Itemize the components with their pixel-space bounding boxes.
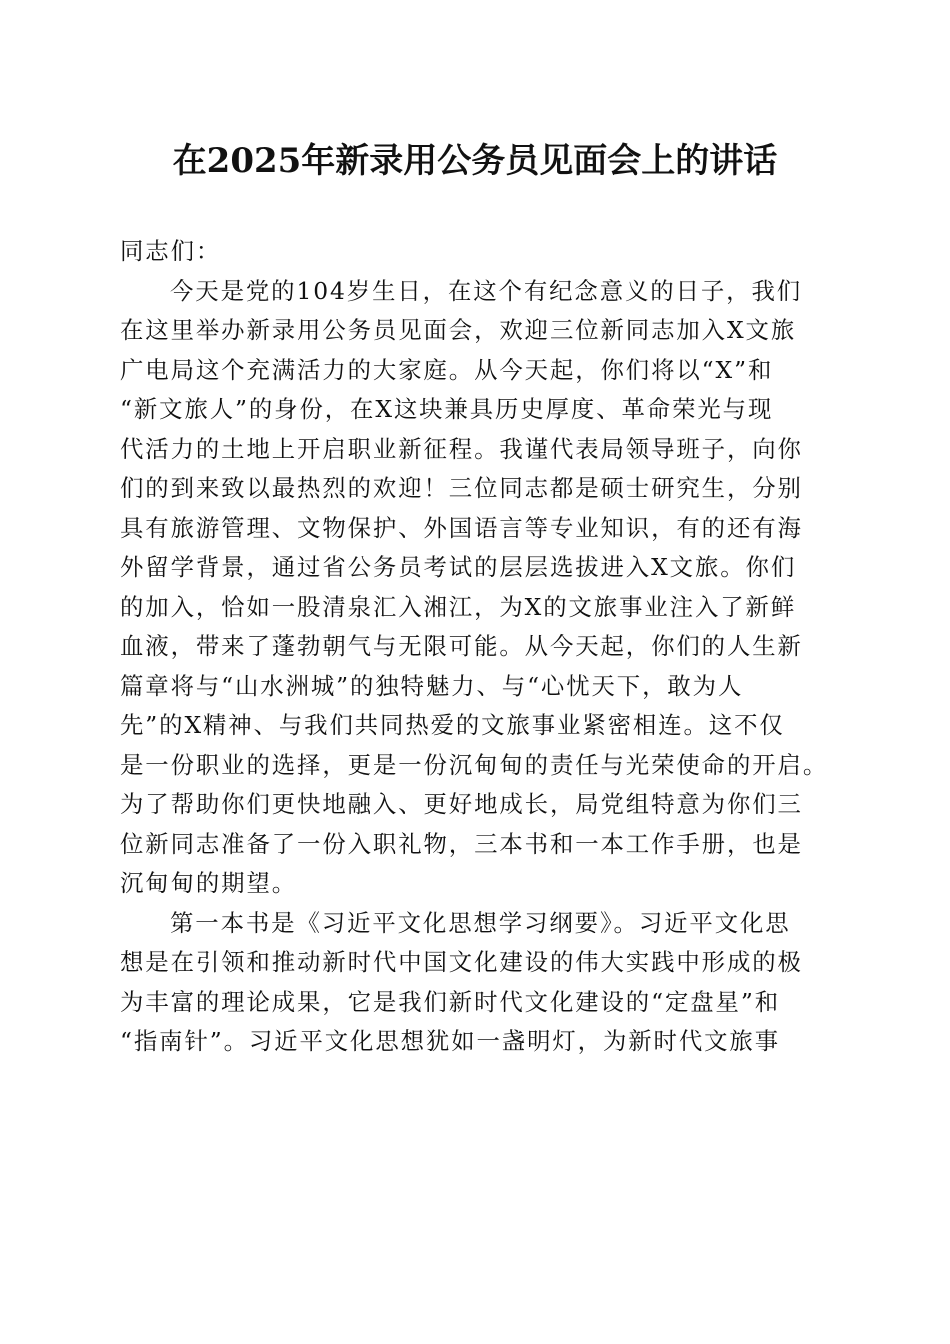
- paragraph-line: 外留学背景，通过省公务员考试的层层选拔进入X文旅。你们: [120, 553, 797, 581]
- speech-title: 在2025年新录用公务员见面会上的讲话: [172, 141, 778, 181]
- paragraph-1: [120, 272, 832, 904]
- salutation: 同志们：: [120, 237, 222, 265]
- paragraph-line: 在这里举办新录用公务员见面会，欢迎三位新同志加入X文旅: [120, 316, 797, 344]
- paragraph-line: 代活力的土地上开启职业新征程。我谨代表局领导班子，向你: [120, 434, 803, 463]
- paragraph-line: 沉甸甸的期望。: [120, 869, 298, 897]
- paragraph-line: “新文旅人”的身份，在X这块兼具历史厚度、革命荣光与现: [120, 395, 774, 423]
- paragraph-line: 想是在引领和推动新时代中国文化建设的伟大实践中形成的极: [120, 948, 803, 976]
- paragraph-line: 为丰富的理论成果，它是我们新时代文化建设的“定盘星”和: [120, 987, 780, 1016]
- paragraph-line: 位新同志准备了一份入职礼物，三本书和一本工作手册，也是: [120, 829, 803, 858]
- paragraph-line: 第一本书是《习近平文化思想学习纲要》。习近平文化思: [170, 908, 791, 937]
- paragraph-line: 的加入，恰如一股清泉汇入湘江，为X的文旅事业注入了新鲜: [120, 592, 797, 621]
- paragraph-line: 为了帮助你们更快地融入、更好地成长，局党组特意为你们三: [120, 790, 803, 818]
- paragraph-line: 篇章将与“山水洲城”的独特魅力、与“心忧天下，敢为人: [120, 671, 744, 700]
- paragraph-line: 们的到来致以最热烈的欢迎！三位同志都是硕士研究生，分别: [120, 474, 803, 502]
- speech-body: [120, 232, 832, 1062]
- paragraph-line: 血液，带来了蓬勃朝气与无限可能。从今天起，你们的人生新: [120, 632, 803, 660]
- paragraph-line: 今天是党的104岁生日，在这个有纪念意义的日子，我们: [170, 276, 803, 305]
- paragraph-line: 广电局这个充满活力的大家庭。从今天起，你们将以“X”和: [120, 355, 774, 384]
- paragraph-line: 先”的X精神、与我们共同热爱的文旅事业紧密相连。这不仅: [120, 711, 785, 739]
- paragraph-line: “指南针”。习近平文化思想犹如一盏明灯，为新时代文旅事: [120, 1027, 780, 1055]
- paragraph-2: [120, 904, 832, 1062]
- paragraph-line: 具有旅游管理、文物保护、外国语言等专业知识，有的还有海: [120, 513, 803, 542]
- paragraph-line: 是一份职业的选择，更是一份沉甸甸的责任与光荣使命的开启。: [120, 750, 829, 779]
